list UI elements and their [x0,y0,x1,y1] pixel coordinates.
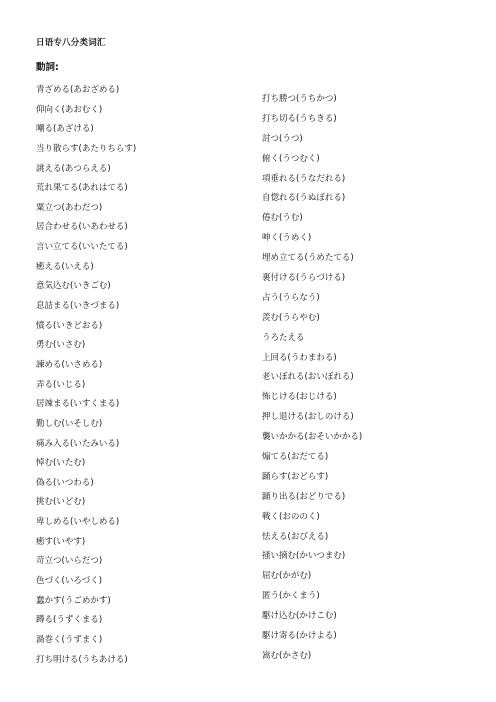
vocab-entry: 埋め立てる(うめたてる) [262,253,354,264]
vocab-entry: 色づく(いろづく) [36,576,103,587]
vocab-entry: 癒える(いえる) [36,261,94,272]
vocab-entry: 倦む(うむ) [262,213,303,224]
vocab-entry: 勤しむ(いそしむ) [36,418,103,429]
vocab-entry: 踊らす(おどらす) [262,471,329,482]
vocab-entry: 踊り出る(おどりでる) [262,491,346,502]
vocab-entry: 卑しめる(いやしめる) [36,517,120,528]
vocab-entry: 苛立つ(いらだつ) [36,556,103,567]
vocab-entry: 痛み入る(いたみいる) [36,438,120,449]
vocab-entry: 嘲る(あざける) [36,124,94,135]
vocab-entry: 煽てる(おだてる) [262,452,329,463]
vocab-entry: 蹲る(うずくまる) [36,615,103,626]
vocab-entry: 居竦まる(いすくまる) [36,399,120,410]
vocab-entry: 匿う(かくまう) [262,591,320,602]
vocab-entry: 嵩む(かさむ) [262,650,312,661]
vocab-entry: 当り散らす(あたりちらす) [36,143,137,154]
vocab-entry: 青ざめる(あおざめる) [36,85,120,95]
vocab-entry: 渦巻く(うずまく) [36,634,103,645]
vocab-entry: 掻い摘む(かいつまむ) [262,551,346,562]
vocab-entry: 荒れ果てる(あれはてる) [36,183,128,194]
vocab-entry: 羨む(うらやむ) [262,312,320,323]
vocab-entry: 上回る(うわまわる) [262,352,337,363]
vocab-entry: 粟立つ(あわだつ) [36,202,103,213]
vocab-entry: 老いぼれる(おいぼれる) [262,372,354,383]
vocab-entry: 言い立てる(いいたてる) [36,242,128,253]
vocab-column-left [36,85,136,674]
vocab-entry: 襲いかかる(おそいかかる) [262,432,363,443]
section-heading: 動詞: [36,62,59,73]
vocab-entry: 仰向く(あおむく) [36,104,103,115]
vocab-entry: 打ち切る(うちきる) [262,113,337,124]
vocab-column-right [262,94,362,671]
vocab-entry: 諫める(いさめる) [36,359,103,370]
vocab-entry: 駆け寄る(かけよる) [262,631,337,642]
vocab-entry: 悼む(いたむ) [36,458,86,469]
vocab-entry: 怯える(おびえる) [262,531,329,542]
vocab-entry: 弄る(いじる) [36,379,86,390]
vocab-entry: 押し退ける(おしのける) [262,412,354,423]
vocab-entry: 俯く(うつむく) [262,153,320,164]
vocab-entry: 癒す(いやす) [36,536,86,547]
vocab-entry: 偽る(いつわる) [36,477,94,488]
vocab-entry: 駆け込む(かけこむ) [262,611,337,622]
vocab-entry: うろたえる [262,332,305,343]
vocab-entry: 意気込む(いきごむ) [36,281,111,292]
vocab-entry: 息詰まる(いきづまる) [36,301,120,312]
vocab-entry: 憤る(いきどおる) [36,320,103,331]
vocab-entry: 自惚れる(うぬぼれる) [262,193,346,204]
vocab-entry: 居合わせる(いあわせる) [36,222,128,233]
vocab-entry: 蠢かす(うごめかす) [36,595,111,606]
vocab-entry: 打ち勝つ(うちかつ) [262,94,337,104]
vocab-entry: 屈む(かがむ) [262,571,312,582]
document-title: 日语专八分类词汇 [36,38,106,48]
vocab-entry: 項垂れる(うなだれる) [262,173,346,184]
vocab-entry: 戦く(おののく) [262,511,320,522]
vocab-entry: 裏付ける(うらづける) [262,273,346,284]
vocab-entry: 呻く(うめく) [262,233,312,244]
vocab-entry: 挑む(いどむ) [36,497,86,508]
vocab-entry: 誂える(あつらえる) [36,163,111,174]
vocab-entry: 怖じける(おじける) [262,392,337,403]
vocab-entry: 勇む(いさむ) [36,340,86,351]
vocab-entry: 打ち明ける(うちあける) [36,654,128,665]
vocab-entry: 討つ(うつ) [262,133,303,144]
vocab-entry: 占う(うらなう) [262,292,320,303]
